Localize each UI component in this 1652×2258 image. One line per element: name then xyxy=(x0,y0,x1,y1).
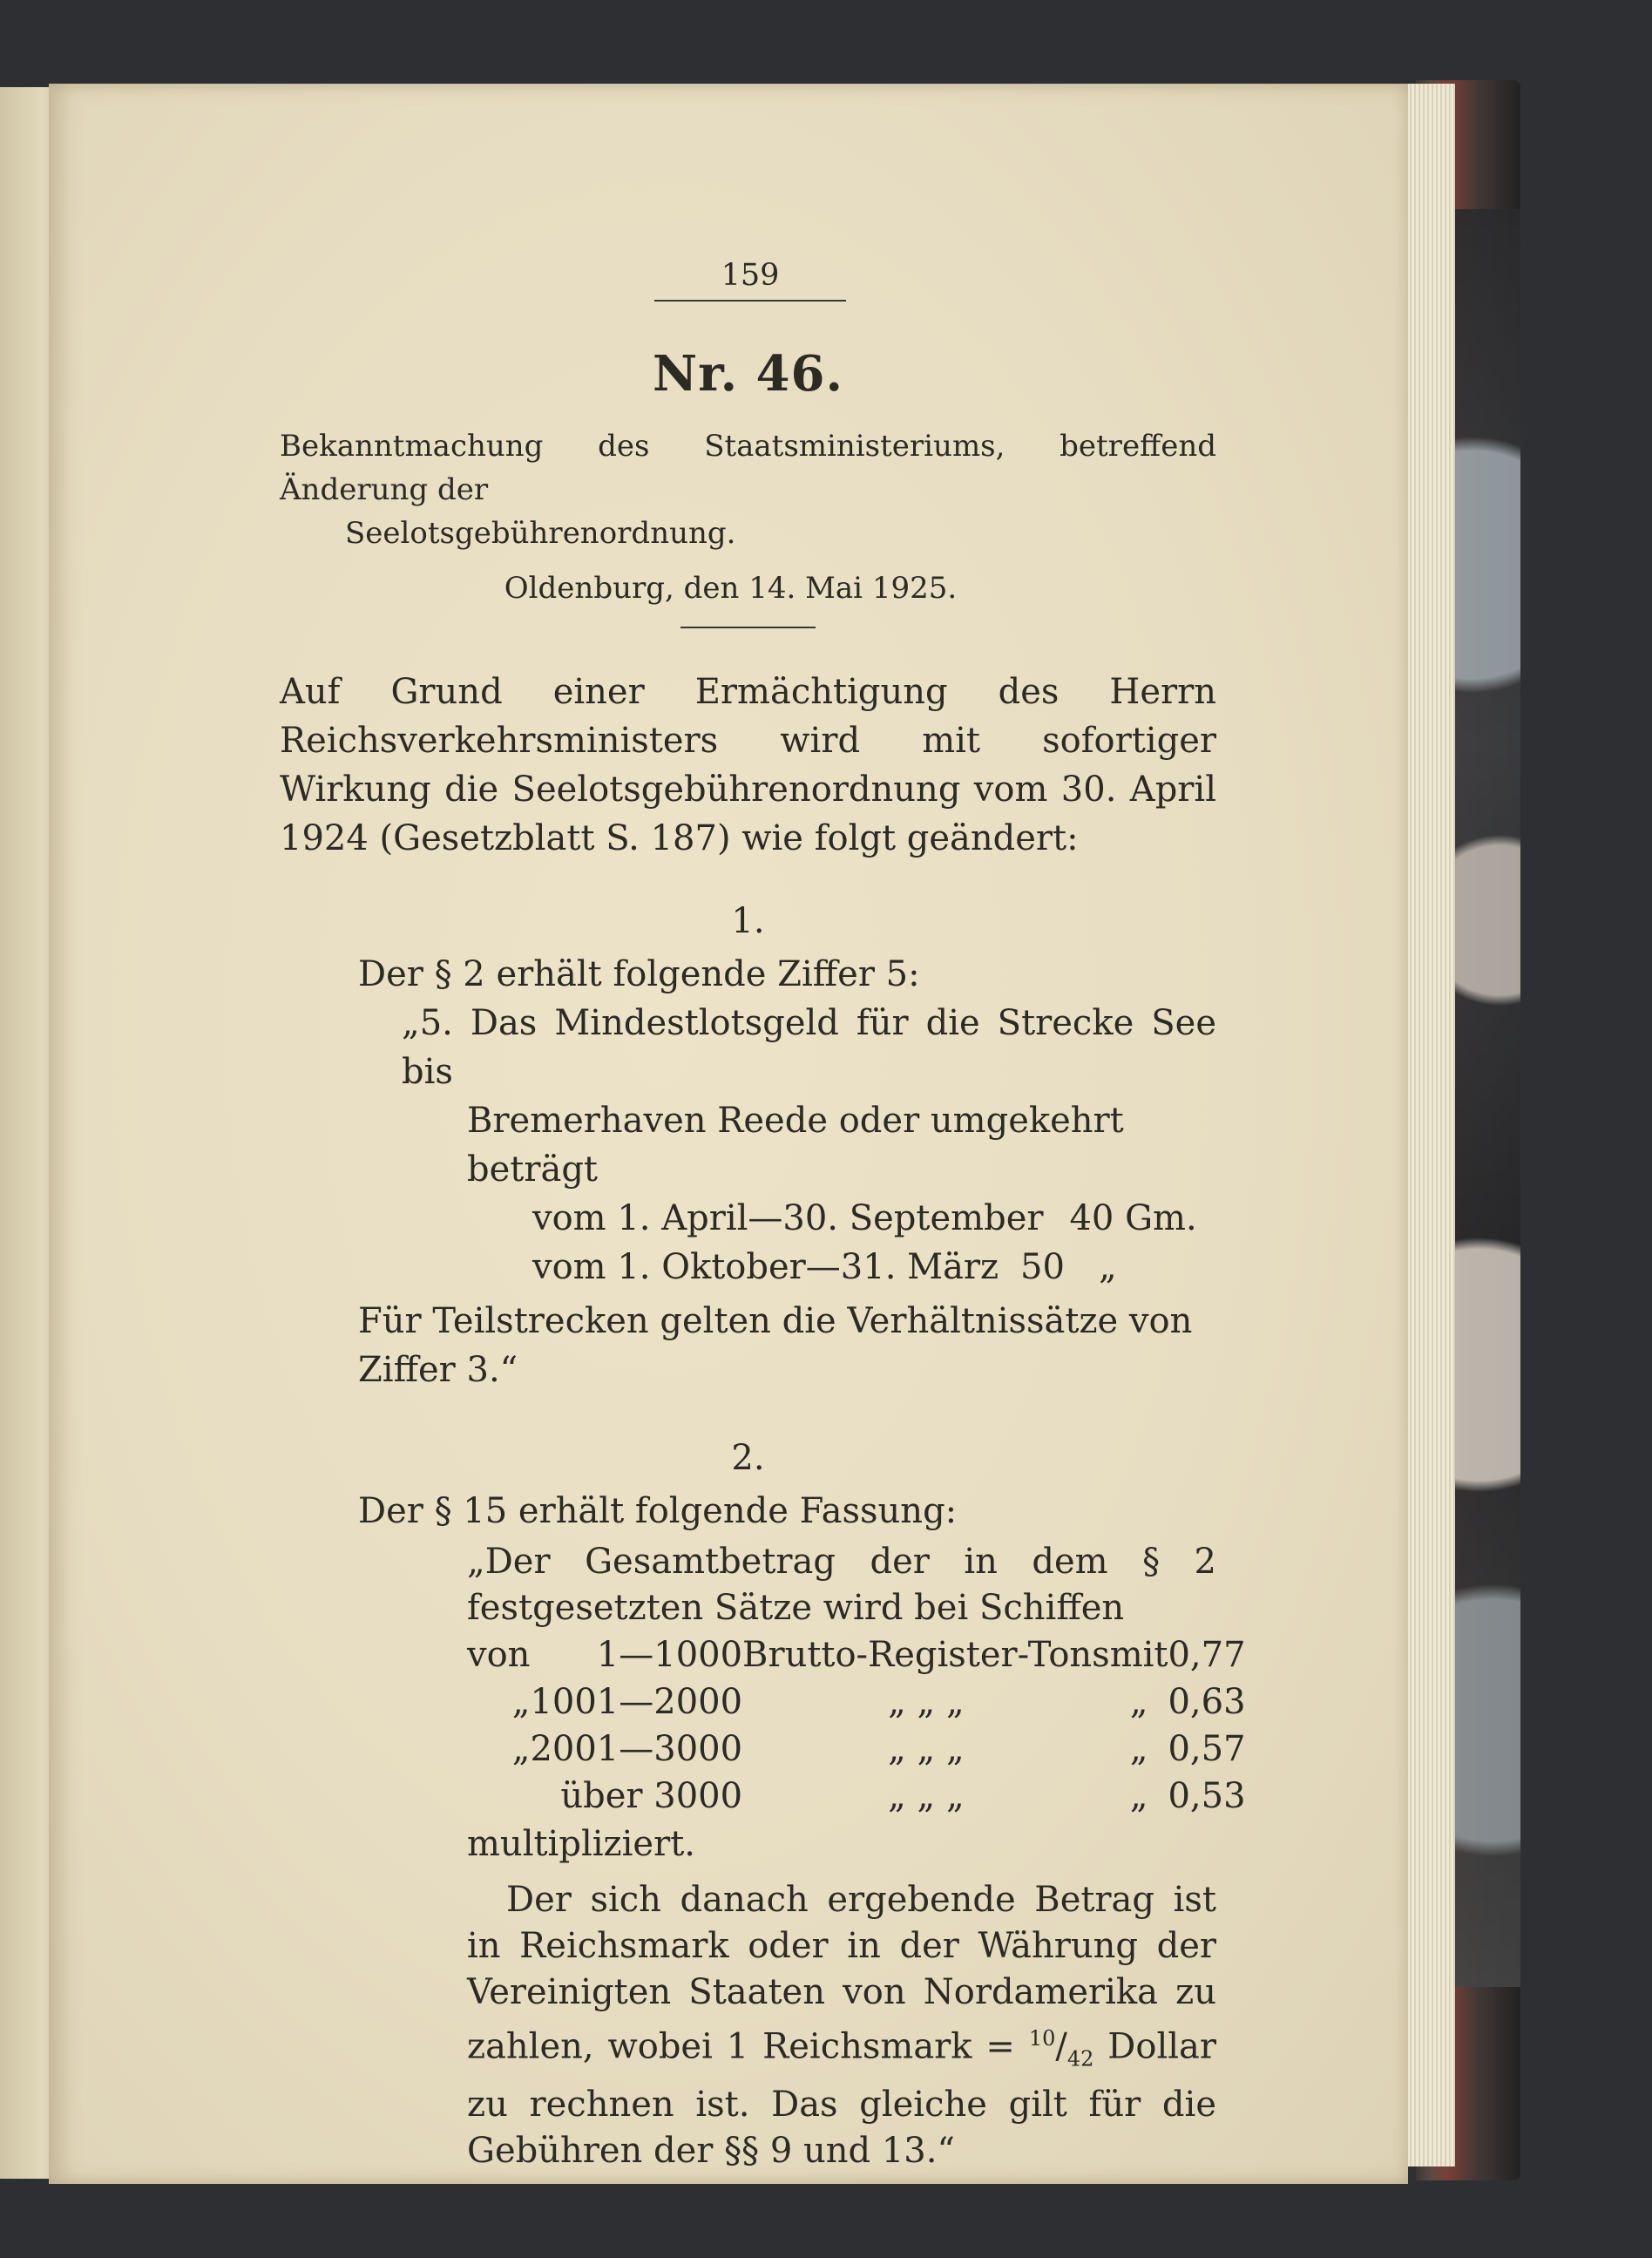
document-page xyxy=(49,84,1408,2184)
fraction-numerator: 10 xyxy=(1028,2026,1056,2051)
table-cell-prefix: von xyxy=(467,1635,531,1675)
table-row xyxy=(467,1631,1246,1678)
rate-row-1 xyxy=(280,1194,1216,1243)
table-cell-range: 1001—2000 xyxy=(530,1682,743,1722)
section-2-lead: Der § 15 erhält folgende Fassung: xyxy=(358,1491,958,1531)
intro-paragraph: Auf Grund einer Ermächtigung des Herrn Reichsverkehrsministers wird mit sofortiger Wirkung die Seelotsgebührenordnung vom 30. April 1924 (Gesetzblatt S. 187) wie folgt geändert: xyxy=(280,672,1216,858)
section-1-number: 1. xyxy=(731,901,765,941)
fraction-denominator: 42 xyxy=(1066,2046,1094,2072)
place-date: Oldenburg, den 14. Mai 1925. xyxy=(504,571,958,606)
table-row xyxy=(467,1726,1246,1773)
section-2-number: 2. xyxy=(731,1438,765,1478)
table-row xyxy=(467,1773,1246,1820)
table-cell-unit: „ „ „ xyxy=(888,1776,965,1816)
table-cell-mit: mit xyxy=(1109,1635,1168,1675)
table-cell-prefix-range xyxy=(467,1773,742,1820)
rate-1-label: vom 1. April—30. September xyxy=(532,1198,1044,1238)
table-cell-prefix: „ xyxy=(511,1729,531,1769)
after-table-text: multipliziert. xyxy=(467,1824,695,1864)
rate-2-ditto: „ xyxy=(1099,1247,1117,1287)
table-cell-factor: 0,77 xyxy=(1168,1635,1246,1675)
table-cell-factor: 0,63 xyxy=(1168,1682,1246,1722)
page-number: 159 xyxy=(654,258,846,302)
table-cell-unit: „ „ „ xyxy=(888,1682,965,1722)
final-text-post: Dollar zu rechnen ist. Das gleiche gilt für die Gebühren der §§ 9 und 13.“ xyxy=(467,2026,1217,2172)
table-cell-unit: „ „ „ xyxy=(888,1729,965,1769)
table-cell-prefix: über xyxy=(560,1776,643,1816)
section-1-item-line-2: Bremerhaven Reede oder umgekehrt beträgt xyxy=(467,1101,1124,1190)
table-cell-unit: Brutto-Register-Tons xyxy=(742,1635,1110,1675)
final-paragraph: Der sich danach ergebende Betrag ist in Reichsmark oder in der Währung der Vereinigten Staaten von Nordamerika zu zahlen, wobei 1 Reichsmark = $^{10}/_{42}$ Dollar zu rechnen ist. Das gleiche gilt für die Gebühren der §§ 9 und 13.“ xyxy=(467,1880,1217,2172)
section-1-lead: Der § 2 erhält folgende Ziffer 5: xyxy=(358,954,920,994)
page-content xyxy=(280,258,1246,2174)
table-cell-range: 1—1000 xyxy=(596,1635,743,1675)
rate-row-2 xyxy=(280,1243,1216,1292)
divider-rule xyxy=(680,627,816,628)
table-cell-mit: „ xyxy=(1129,1729,1148,1769)
table-cell-factor: 0,57 xyxy=(1168,1729,1246,1769)
table-cell-prefix: „ xyxy=(511,1682,531,1722)
table-cell-mit: „ xyxy=(1129,1776,1148,1816)
section-2-quote-intro: „Der Gesamtbetrag der in dem § 2 festgesetzten Sätze wird bei Schiffen xyxy=(467,1542,1216,1628)
table-cell-range: 3000 xyxy=(653,1776,743,1816)
document-number: Nr. 46. xyxy=(653,345,843,403)
table-cell-factor: 0,53 xyxy=(1168,1776,1246,1816)
rate-2-value: 50 xyxy=(1020,1247,1065,1287)
marbled-edge xyxy=(1451,209,1520,1987)
table-cell-mit: „ xyxy=(1129,1682,1148,1722)
heading-line-1: Bekanntmachung des Staatsministeriums, betreffend Änderung der xyxy=(280,429,1216,507)
section-1-item-line-1: „5. Das Mindestlotsgeld für die Strecke See bis xyxy=(402,1003,1216,1092)
section-1-closing: Für Teilstrecken gelten die Verhältnissätze von Ziffer 3.“ xyxy=(358,1301,1193,1390)
rate-2-label: vom 1. Oktober—31. März xyxy=(532,1247,999,1287)
document-heading xyxy=(280,424,1216,555)
final-text-pre: Der sich danach ergebende Betrag ist in Reichsmark oder in der Währung der Vereinigten Staaten von Nordamerika zu zahlen, wobei 1 Reichsmark = xyxy=(467,1880,1216,2067)
heading-line-2: Seelotsgebührenordnung. xyxy=(345,516,736,551)
table-row xyxy=(467,1678,1246,1726)
tariff-table xyxy=(467,1631,1246,1820)
rate-1-value: 40 Gm. xyxy=(1069,1198,1197,1238)
table-cell-range: 2001—3000 xyxy=(530,1729,743,1769)
